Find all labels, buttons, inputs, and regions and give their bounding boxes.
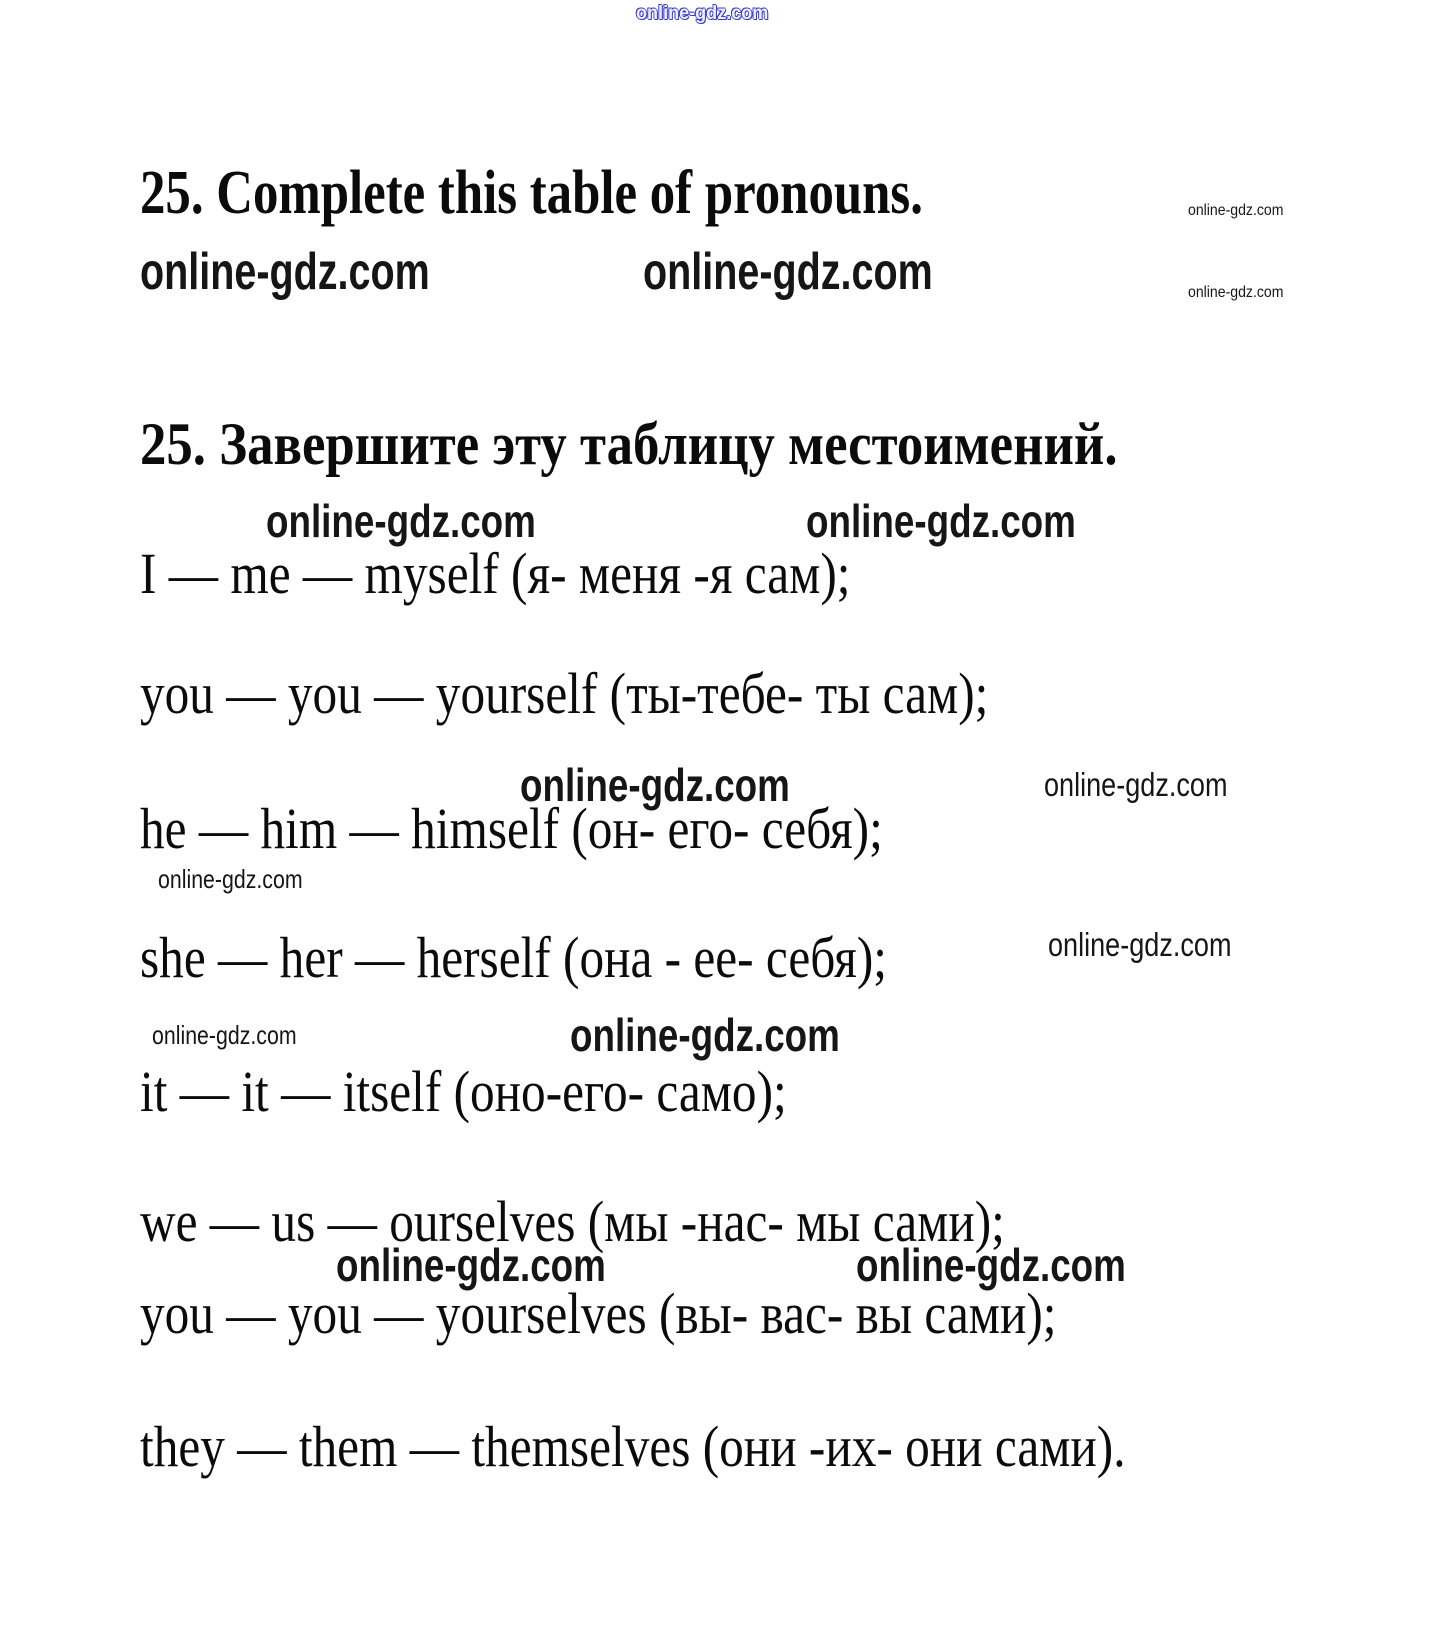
pronoun-line-i: I — me — myself (я- меня -я сам); — [140, 541, 851, 606]
pronoun-line-they: they — them — themselves (они -их- они сами). — [140, 1414, 1126, 1479]
exercise-title-english: 25. Complete this table of pronouns. — [140, 159, 923, 227]
watermark-right-1: online-gdz.com — [1188, 202, 1284, 219]
watermark-row3-right: online-gdz.com — [856, 1239, 1126, 1291]
pronoun-line-it: it — it — itself (оно-его- само); — [140, 1059, 787, 1124]
watermark-left-small-2: online-gdz.com — [152, 1020, 297, 1050]
watermark-row2-left: online-gdz.com — [266, 495, 536, 547]
watermark-right-2: online-gdz.com — [1188, 284, 1284, 301]
watermark-top: online-gdz.com — [636, 3, 769, 24]
watermark-row3-left: online-gdz.com — [336, 1239, 606, 1291]
exercise-title-russian: 25. Завершите эту таблицу местоимений. — [140, 411, 1118, 477]
watermark-mid1-right: online-gdz.com — [1044, 766, 1228, 803]
watermark-mid2-center: online-gdz.com — [570, 1009, 840, 1061]
pronoun-line-she: she — her — herself (она - ее- себя); — [140, 925, 887, 990]
watermark-left-small-1: online-gdz.com — [158, 864, 303, 894]
pronoun-line-we: we — us — ourselves (мы -нас- мы сами); — [140, 1189, 1005, 1254]
watermark-row1-left: online-gdz.com — [140, 243, 430, 301]
pronoun-line-he: he — him — himself (он- его- себя); — [140, 796, 883, 861]
pronoun-line-you-singular: you — you — yourself (ты-тебе- ты сам); — [140, 661, 989, 726]
watermark-she-right: online-gdz.com — [1048, 926, 1232, 963]
watermark-row1-right: online-gdz.com — [643, 243, 933, 301]
watermark-row2-right: online-gdz.com — [806, 495, 1076, 547]
watermark-mid1-center: online-gdz.com — [520, 759, 790, 811]
pronoun-line-you-plural: you — you — yourselves (вы- вас- вы сами); — [140, 1281, 1057, 1346]
